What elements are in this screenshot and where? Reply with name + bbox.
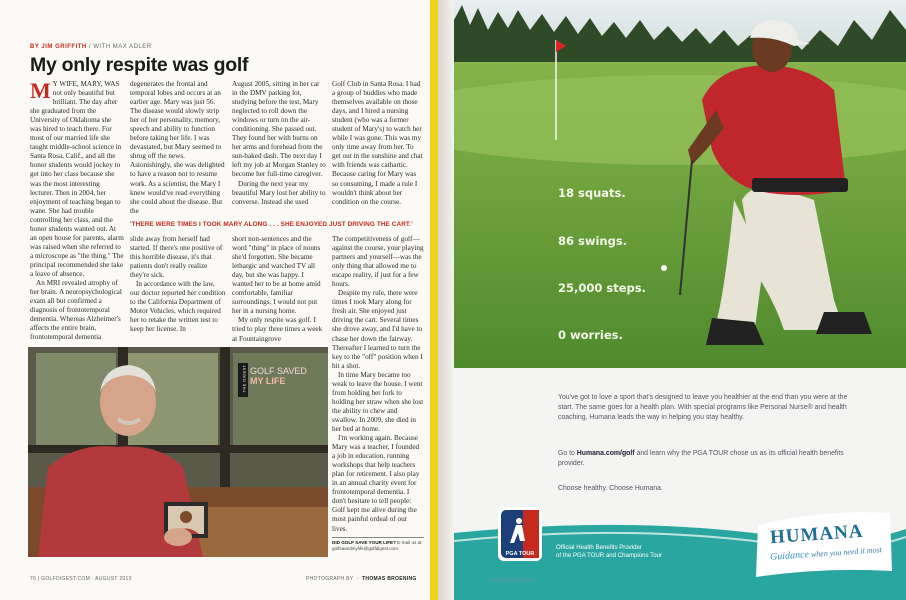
gutter	[438, 0, 454, 600]
divider	[332, 537, 424, 538]
humana-logo: HUMANA	[769, 520, 865, 549]
badge-line-1: GOLF SAVED	[250, 366, 307, 376]
badge-tab	[238, 363, 248, 397]
pga-logo-text: PGA TOUR	[505, 551, 535, 557]
paragraph: slide away from herself had started. If there's one positive of this horrible disease, it's that patients don't really realize they're sick.	[130, 235, 223, 280]
paragraph: Despite my rule, there were times I took Mary along for fresh air. She enjoyed just driving the cart. Several times she drove away, and I'd have to chase her down the fairway. Thereafter I learned to turn the key to the "off" position when I hit a shot.	[332, 289, 423, 370]
ad-headline-4: 0 worries.	[558, 328, 623, 342]
paragraph: In time Mary became too weak to leave the house. I went from holding her fork to holding her straw when she lost the ability to chew and swallow. In 2009, she died in her bed at home.	[332, 370, 424, 433]
credit-name: THOMAS BROENING	[362, 576, 417, 582]
callout-text: E-mail us at golfsavedmylife@golfdigest.com	[332, 540, 422, 551]
ad-code: GCA09SRHH 2/10	[490, 578, 536, 584]
article-column-4-lower	[332, 235, 424, 534]
article-column-3	[232, 80, 326, 207]
byline	[30, 44, 152, 50]
paragraph: Golf Club in Santa Rosa. I had a group of buddies who made themselves available on those days, and I hired a nursing student (who was a former student of Mary's) to watch her while I was gone. This was my only time away from her. To get out in the sunshine and chat with friends was cathartic. Because caring for Mary was so consuming, I made a rule I wouldn't think about her condition on the course.	[332, 80, 423, 206]
article-column-3-lower	[232, 235, 326, 344]
badge-label	[250, 366, 307, 386]
article-column-2	[130, 80, 226, 216]
ad-headline-2: 86 swings.	[558, 234, 628, 248]
digest-badge	[238, 363, 316, 397]
drop-cap: M	[30, 78, 51, 103]
paragraph: An MRI revealed atrophy of her brain. A neuropsychological exam all but confirmed a diagnosis of frontotemporal dementia. Whereas Alzheimer's affects the entire brain, frontotemporal dementia	[30, 279, 122, 342]
paragraph: August 2005, sitting in her car in the DMV parking lot, studying before the test, Mary neglected to roll down the windows or turn on the air-conditioning. She passed out. They found her with burns on her arms and forehead from the sun-baked dash. The next day I left my job at Morgan Stanley to become her full-time caregiver.	[232, 80, 326, 179]
byline-author: JIM GRIFFITH	[41, 44, 87, 50]
pga-provider-text	[556, 544, 662, 560]
ad-body-copy: You've got to love a sport that's designed to leave you healthier at the end than you were at the start. The same goes for a health plan. With special programs like Personal Nurse® and health coaching, Humana leads the way in helping you stay healthy.	[558, 394, 848, 421]
paragraph: During the next year my beautiful Mary lost her ability to converse. Instead she used	[232, 179, 326, 206]
page-title: My only respite was golf	[30, 54, 249, 76]
article-column-4	[332, 80, 424, 207]
page-edge-bar	[430, 0, 438, 600]
article-column-2-lower	[130, 235, 226, 335]
credit-label: PHOTOGRAPH BY	[306, 576, 354, 582]
byline-prefix: BY	[30, 44, 40, 50]
pga-tour-logo	[498, 507, 542, 561]
paragraph: The competitiveness of golf—against the course, your playing partners and yourself—was the only thing that allowed me to escape reality, if just for a few hours.	[332, 235, 424, 289]
golfer-photo	[454, 0, 906, 368]
paragraph: Y WIFE, MARY, WAS not only beautiful but brilliant. The day after she graduated from the University of Oklahoma she was hired to teach there. For most of our married life she taught middle-school science in Santa Rosa, Calif., and all the honor students would jockey to get into her class because she was the most interesting lecturer. Then in 2004, her enjoyment of teaching began to wane. She had trouble controlling her class, and the honor students wanted out. At an open house for parents, alarm was raised when she referred to a microscope as "the thing." The principal recommended she take a leave of absence.	[30, 80, 124, 278]
badge-tab-label: THE DIGEST	[241, 364, 247, 393]
paragraph: My only respite was golf. I tried to play three times a week at Fountaingrove	[232, 316, 323, 343]
byline-with: / WITH MAX ADLER	[88, 44, 152, 50]
paragraph: degenerates the frontal and temporal lobes and occurs at an earlier age. Mary was just 56. The disease would slowly strip her of her personality, memory, speech and ability to function before taking her life. I was devastated, but Mary seemed to shrug off the news. Astonishingly, she was delighted to have a reason not to resume work. As a scientist, the Mary I knew would've read everything she could about the disease. But the	[130, 80, 225, 215]
page-folio: 76 | GOLFDIGEST.COM · AUGUST 2013	[30, 576, 132, 582]
pull-quote: 'THERE WERE TIMES I TOOK MARY ALONG . . . SHE ENJOYED JUST DRIVING THE CART.'	[130, 221, 413, 228]
photo-credit: PHOTOGRAPH BY · THOMAS BROENING	[306, 576, 417, 582]
paragraph: I'm working again. Because Mary was a teacher, I founded a job in education, running workshops that help teachers plan for retirement. I also play in an annual charity event for frontotemporal dementia. I don't hesitate to tell people: Golf kept me alive during the most painful ordeal of our lives.	[332, 434, 420, 533]
ad-cta	[558, 449, 858, 469]
callout-title: DID GOLF SAVE YOUR LIFE?	[332, 540, 396, 545]
badge-line-2: MY LIFE	[250, 376, 286, 386]
paragraph: In accordance with the law, our doctor reported her condition to the California Department of Motor Vehicles, which required her to retake the written test to keep her license. In	[130, 280, 226, 334]
paragraph: short non-sentences and the word "thing" in place of nouns she'd forgotten. She became lethargic and watched TV all day, but she was happy. I wanted her to be at home amid comfortable, familiar surroundings. I would not put her in a nursing home.	[232, 235, 321, 316]
cta-prefix: Go to	[558, 450, 575, 457]
article-page	[0, 0, 430, 600]
ad-tagline: Choose healthy. Choose Humana.	[558, 485, 663, 492]
pga-line-1: Official Health Benefits Provider	[556, 544, 642, 551]
tagline-guidance: Guidance	[769, 549, 810, 563]
ad-headline-3: 25,000 steps.	[558, 281, 646, 295]
reader-callout	[332, 540, 424, 551]
humana-golf-link[interactable]: Humana.com/golf	[576, 450, 635, 457]
tagline-rest: when you need it most	[810, 545, 883, 560]
pga-line-2: of the PGA TOUR and Champions Tour	[556, 552, 663, 559]
ad-headline-1: 18 squats.	[558, 186, 626, 200]
article-column-1	[30, 80, 124, 342]
cta-suffix: and learn why the PGA TOUR chose us as its official health benefits provider.	[558, 450, 844, 467]
